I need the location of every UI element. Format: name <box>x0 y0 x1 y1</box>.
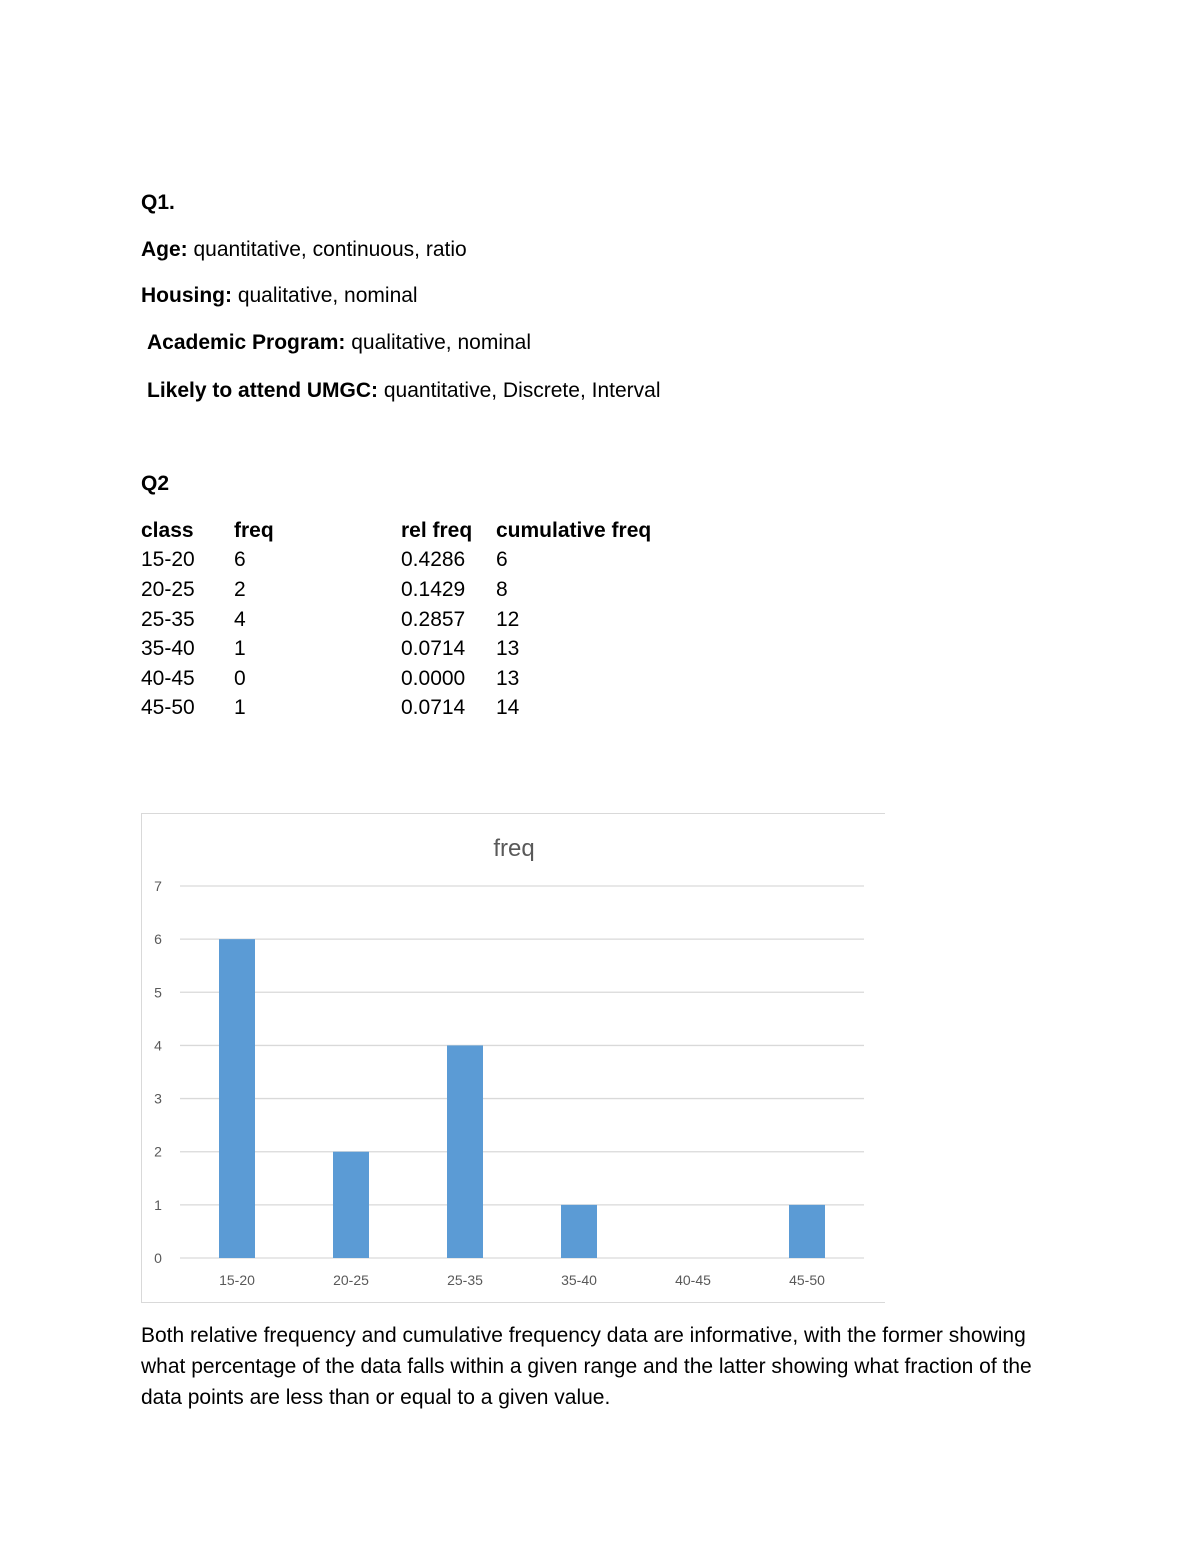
conclusion-paragraph: Both relative frequency and cumulative frequency data are informative, with the former showing what percentage of the data falls within a given range and the latter showing what fraction of the data points are less than or equal to a given value. <box>141 1324 1032 1409</box>
chart-x-axis <box>219 1272 825 1288</box>
table-row <box>141 694 656 724</box>
bar-20-25 <box>333 1152 369 1258</box>
table-cell: 8 <box>496 577 508 601</box>
table-cell: 6 <box>496 548 508 572</box>
y-tick-label: 0 <box>154 1250 162 1266</box>
table-cell: 1 <box>234 696 246 720</box>
x-tick-label: 35-40 <box>561 1272 597 1288</box>
table-cell: 35-40 <box>141 637 195 661</box>
table-cell: 12 <box>496 607 520 631</box>
column-header: rel freq <box>401 518 473 542</box>
table-cell: 0.0714 <box>401 696 466 720</box>
table-cell: 20-25 <box>141 577 195 601</box>
table-cell: 25-35 <box>141 607 195 631</box>
table-cell: 1 <box>234 637 246 661</box>
table-cell: 0.1429 <box>401 577 466 601</box>
x-tick-label: 15-20 <box>219 1272 255 1288</box>
y-tick-label: 1 <box>154 1196 162 1213</box>
table-cell: 45-50 <box>141 696 195 720</box>
y-tick-label: 6 <box>154 931 162 948</box>
table-cell: 6 <box>234 548 246 572</box>
table-row <box>141 575 656 605</box>
q1-item-value: quantitative, Discrete, Interval <box>378 379 661 402</box>
y-tick-label: 3 <box>154 1090 162 1107</box>
q1-item-label: Academic Program: <box>147 331 346 354</box>
table-cell: 13 <box>496 637 520 661</box>
y-tick-label: 7 <box>154 878 162 894</box>
table-cell: 0.0714 <box>401 637 466 661</box>
bar-35-40 <box>561 1205 597 1258</box>
y-tick-label: 4 <box>154 1037 162 1054</box>
table-cell: 13 <box>496 666 520 690</box>
q1-item-value: quantitative, continuous, ratio <box>187 238 467 261</box>
bar-45-50 <box>789 1205 825 1258</box>
table-cell: 0.0000 <box>401 666 466 690</box>
table-cell: 0 <box>234 666 246 690</box>
table-row <box>141 546 656 576</box>
q1-item-label: Housing: <box>141 284 232 307</box>
table-cell: 0.4286 <box>401 548 466 572</box>
column-header: freq <box>234 518 274 542</box>
x-tick-label: 20-25 <box>333 1272 369 1288</box>
x-tick-label: 40-45 <box>675 1272 711 1288</box>
q1-item-age <box>141 238 467 262</box>
x-tick-label: 45-50 <box>789 1272 825 1288</box>
table-cell: 15-20 <box>141 548 195 572</box>
bar-15-20 <box>219 939 255 1258</box>
table-cell: 14 <box>496 696 520 720</box>
table-cell: 0.2857 <box>401 607 466 631</box>
table-header-row <box>141 516 656 546</box>
x-tick-label: 25-35 <box>447 1272 483 1288</box>
chart-canvas <box>142 814 886 1304</box>
q1-item-value: qualitative, nominal <box>345 331 532 354</box>
q1-item-value: qualitative, nominal <box>231 284 418 307</box>
bar-25-35 <box>447 1045 483 1258</box>
q1-item-label: Age: <box>141 238 188 261</box>
chart-gridlines <box>180 886 864 1258</box>
q1-item-label: Likely to attend UMGC: <box>147 379 379 402</box>
table-row <box>141 605 656 635</box>
table-cell: 2 <box>234 577 246 601</box>
column-header: cumulative freq <box>496 518 652 542</box>
chart-title: freq <box>493 835 535 862</box>
q1-item-academic-program <box>147 331 531 355</box>
q1-item-housing <box>141 284 418 308</box>
q1-item-likely-to-attend <box>147 379 660 403</box>
table-row <box>141 634 656 664</box>
y-tick-label: 2 <box>154 1143 162 1160</box>
column-header: class <box>141 518 194 542</box>
table-row <box>141 664 656 694</box>
table-cell: 40-45 <box>141 666 195 690</box>
q1-heading: Q1. <box>141 191 175 214</box>
frequency-table <box>141 516 656 723</box>
y-tick-label: 5 <box>154 984 162 1001</box>
chart-y-axis <box>154 878 162 1266</box>
q2-heading: Q2 <box>141 472 170 495</box>
freq-bar-chart <box>141 813 885 1303</box>
table-cell: 4 <box>234 607 246 631</box>
